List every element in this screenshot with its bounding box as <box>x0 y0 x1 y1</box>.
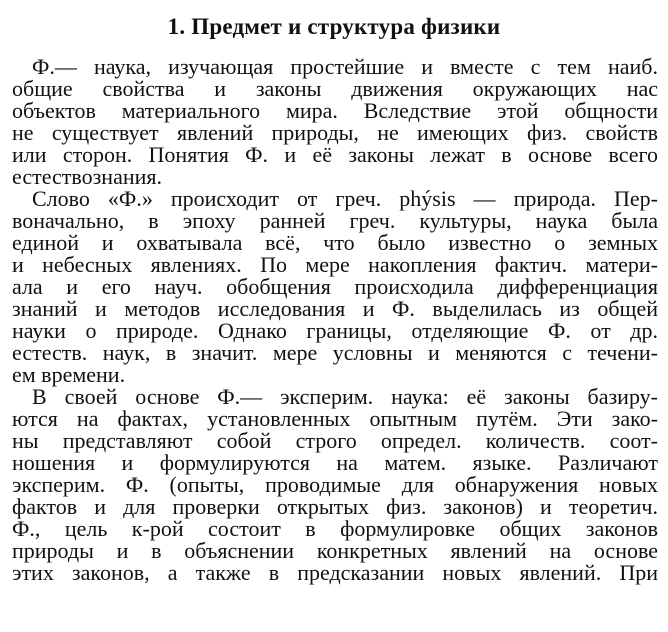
text-line: ала и его науч. обобщения происходила дифференциация <box>12 274 658 299</box>
paragraph-1 <box>12 56 658 188</box>
text-line: ны представляют собой строго определ. количеств. соот- <box>12 428 658 453</box>
text-line: объектов материального мира. Вследствие этой общности <box>12 98 658 123</box>
text-line: эксперим. Ф. (опыты, проводимые для обнаружения новых <box>12 472 658 497</box>
text-line: Слово «Ф.» происходит от греч. phýsis — природа. Пер- <box>32 186 658 211</box>
text-line: общие свойства и законы движения окружающих нас <box>12 76 658 101</box>
text-line: или сторон. Понятия Ф. и её законы лежат в основе всего <box>12 142 658 167</box>
text-line: ются на фактах, установленных опытным путём. Эти зако- <box>12 406 658 431</box>
text-line: В своей основе Ф.— эксперим. наука: её законы базиру- <box>32 384 658 409</box>
text-line: этих законов, а также в предсказании новых явлений. При <box>12 560 658 585</box>
text-line: единой и охватывала всё, что было известно о земных <box>12 230 658 255</box>
text-line: знаний и методов исследования и Ф. выделилась из общей <box>12 296 658 321</box>
paragraph-2 <box>12 188 658 386</box>
text-line: природы и в объяснении конкретных явлений на основе <box>12 538 658 563</box>
text-line: воначально, в эпоху ранней греч. культуры, наука была <box>12 208 658 233</box>
text-line: ем времени. <box>12 362 126 387</box>
text-line: фактов и для проверки открытых физ. законов) и теоретич. <box>12 494 658 519</box>
text-line: ношения и формулируются на матем. языке. Различают <box>12 450 658 475</box>
text-line: Ф., цель к-рой состоит в формулировке общих законов <box>12 516 658 541</box>
paragraph-3 <box>12 386 658 584</box>
text-line: не существует явлений природы, не имеющих физ. свойств <box>12 120 658 145</box>
body-text <box>12 56 658 584</box>
text-line: и небесных явлениях. По мере накопления фактич. матери- <box>12 252 658 277</box>
text-line: Ф.— наука, изучающая простейшие и вместе с тем наиб. <box>32 54 658 79</box>
text-line: науки о природе. Однако границы, отделяющие Ф. от др. <box>12 318 658 343</box>
text-line: естеств. наук, в значит. мере условны и меняются с течени- <box>12 340 658 365</box>
text-line: естествознания. <box>12 164 163 189</box>
section-title: 1. Предмет и структура физики <box>167 14 501 39</box>
